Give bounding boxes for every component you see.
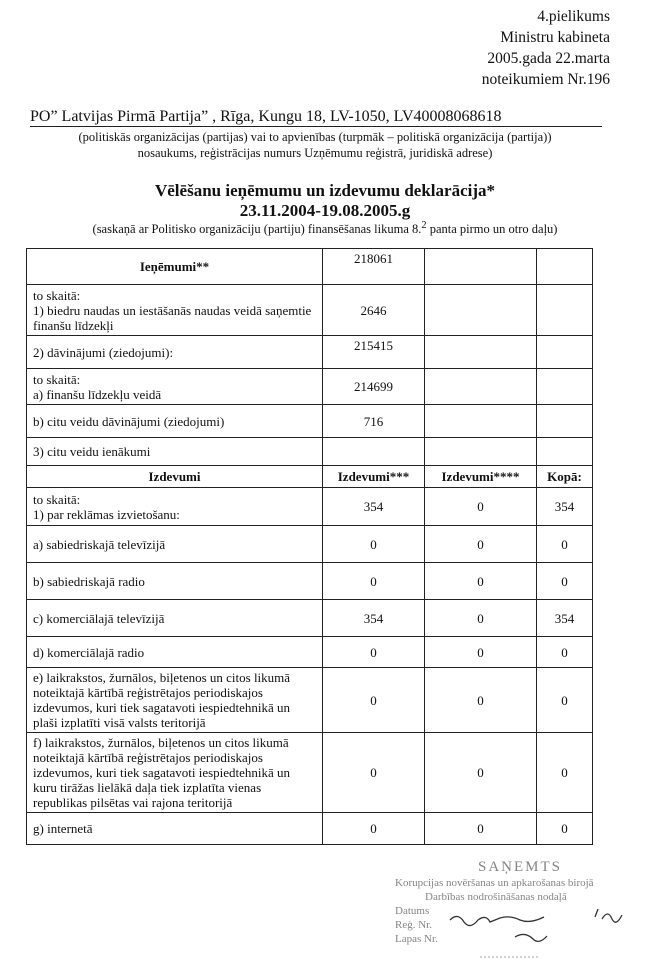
- handwritten-date-scribble: [450, 916, 544, 925]
- row-label-pre: to skaitā:: [33, 491, 81, 507]
- row-label: 2) dāvinājumi (ziedojumi):: [27, 336, 323, 369]
- row-value: 214699: [323, 369, 425, 405]
- empty-cell: [425, 369, 537, 405]
- row-label: [27, 285, 323, 336]
- row-value-3: 354: [537, 600, 593, 637]
- row-label-pre: to skaitā:: [33, 371, 81, 387]
- declaration-table: [26, 248, 593, 845]
- stamp-line-2: Darbības nodrošināšanas nodaļā: [425, 891, 567, 903]
- subtitle-sup: 2: [421, 220, 427, 231]
- row-label: e) laikrakstos, žurnālos, biļetenos un citos likumā noteiktajā kārtībā reģistrētajos periodiskajos izdevumos, kuri tiek sagatavoti iespiedtehnikā un plaši izplatīti visā valsts teritorijā: [27, 668, 323, 733]
- empty-cell: [425, 438, 537, 466]
- row-value-3: 0: [537, 733, 593, 813]
- title-main: Vēlēšanu ieņēmumu un izdevumu deklarācija*: [154, 181, 496, 200]
- row-value-1: 0: [323, 526, 425, 563]
- row-value-2: 0: [425, 733, 537, 813]
- document-title: [0, 181, 650, 221]
- row-label-text: 1) par reklāmas izvietošanu:: [33, 506, 180, 522]
- income-header-label: Ieņēmumi**: [27, 249, 323, 285]
- stamp-title: SAŅEMTS: [477, 859, 562, 875]
- expenses-header-row: [27, 466, 593, 488]
- table-row: [27, 563, 593, 600]
- empty-cell: [537, 405, 593, 438]
- handwritten-time-scribble: [595, 909, 622, 922]
- row-value: 215415: [323, 336, 425, 369]
- table-row: [27, 526, 593, 563]
- row-value-1: 0: [323, 668, 425, 733]
- row-label-text: a) finanšu līdzekļu veidā: [33, 386, 162, 402]
- table-row: [27, 668, 593, 733]
- empty-cell: [537, 438, 593, 466]
- table-row: [27, 600, 593, 637]
- row-label: a) sabiedriskajā televīzijā: [27, 526, 323, 563]
- row-value-3: 0: [537, 563, 593, 600]
- row-value-2: 0: [425, 637, 537, 668]
- row-value: [323, 438, 425, 466]
- expenses-col-2-header: Izdevumi****: [425, 466, 537, 488]
- empty-cell: [537, 336, 593, 369]
- income-header-row: [27, 249, 593, 285]
- organization-description: [20, 129, 610, 161]
- organization-description-line-1: (politiskās organizācijas (partijas) vai to apvienības (turpmāk – politiskā organizācija (partija)): [78, 130, 552, 144]
- row-value-2: 0: [425, 563, 537, 600]
- empty-cell: [425, 249, 537, 285]
- annex-cabinet: Ministru kabineta: [500, 29, 610, 46]
- row-value-1: 354: [323, 488, 425, 526]
- row-value-2: 0: [425, 488, 537, 526]
- row-label-pre: to skaitā:: [33, 287, 81, 303]
- income-total: 218061: [323, 249, 425, 285]
- subtitle-pre: (saskaņā ar Politisko organizāciju (partiju) finansēšanas likuma 8.: [92, 222, 422, 237]
- table-row: [27, 336, 593, 369]
- annex-regulation: noteikumiem Nr.196: [481, 71, 610, 88]
- row-value-1: 0: [323, 733, 425, 813]
- row-value-2: 0: [425, 526, 537, 563]
- row-value: 2646: [323, 285, 425, 336]
- empty-cell: [425, 405, 537, 438]
- stamp-reg-label: Reģ. Nr.: [395, 919, 432, 931]
- table-row: [27, 637, 593, 668]
- row-label: 3) citu veidu ienākumi: [27, 438, 323, 466]
- handwritten-reg-scribble: [515, 934, 547, 941]
- stamp-pages-label: Lapas Nr.: [395, 933, 438, 945]
- expenses-header-label: Izdevumi: [27, 466, 323, 488]
- row-value: 716: [323, 405, 425, 438]
- table-row: [27, 733, 593, 813]
- row-label: b) sabiedriskajā radio: [27, 563, 323, 600]
- stamp-date-label: Datums: [395, 905, 430, 917]
- row-value-1: 0: [323, 637, 425, 668]
- row-label-text: 1) biedru naudas un iestāšanās naudas veidā saņemtie finanšu līdzekļi: [33, 302, 312, 333]
- row-value-2: 0: [425, 813, 537, 845]
- expenses-col-1-header: Izdevumi***: [323, 466, 425, 488]
- annex-date: 2005.gada 22.marta: [487, 50, 610, 67]
- row-label: f) laikrakstos, žurnālos, biļetenos un citos likumā noteiktajā kārtībā reģistrētajos periodiskajos izdevumos, kuri tiek sagatavoti iespiedtehnikā un kuru tirāžas lielākā daļa tiek izplatīta vienas republikas pilsētas vai rajona teritorijā: [27, 733, 323, 813]
- row-label: b) citu veidu dāvinājumi (ziedojumi): [27, 405, 323, 438]
- table-row: [27, 405, 593, 438]
- empty-cell: [425, 285, 537, 336]
- stamp-line-1: Korupcijas novēršanas un apkarošanas birojā: [395, 877, 594, 889]
- expenses-col-3-header: Kopā:: [537, 466, 593, 488]
- subtitle-post: panta pirmo un otro daļu): [426, 222, 558, 237]
- document-subtitle: [0, 220, 650, 237]
- row-label: [27, 488, 323, 526]
- empty-cell: [537, 285, 593, 336]
- row-value-1: 0: [323, 563, 425, 600]
- row-value-1: 0: [323, 813, 425, 845]
- table-row: [27, 438, 593, 466]
- row-label: g) internetā: [27, 813, 323, 845]
- handwritten-stamp-entries: [420, 905, 650, 965]
- row-value-3: 0: [537, 526, 593, 563]
- empty-cell: [537, 369, 593, 405]
- empty-cell: [425, 336, 537, 369]
- row-value-3: 0: [537, 637, 593, 668]
- organization-underline: [30, 126, 602, 127]
- annex-header: [482, 6, 610, 90]
- row-value-3: 0: [537, 668, 593, 733]
- row-value-2: 0: [425, 600, 537, 637]
- title-period: 23.11.2004-19.08.2005.g: [239, 201, 411, 220]
- table-row: [27, 488, 593, 526]
- empty-cell: [537, 249, 593, 285]
- row-value-3: 354: [537, 488, 593, 526]
- row-label: c) komerciālajā televīzijā: [27, 600, 323, 637]
- row-label: d) komerciālajā radio: [27, 637, 323, 668]
- organization-name: PO” Latvijas Pirmā Partija” , Rīga, Kungu 18, LV-1050, LV40008068618: [30, 108, 502, 125]
- organization-description-line-2: nosaukums, reģistrācijas numurs Uzņēmumu reģistrā, juridiskā adrese): [137, 146, 493, 160]
- table-row: [27, 285, 593, 336]
- row-value-1: 354: [323, 600, 425, 637]
- annex-number: 4.pielikums: [537, 8, 610, 25]
- table-row: [27, 813, 593, 845]
- table-row: [27, 369, 593, 405]
- row-value-3: 0: [537, 813, 593, 845]
- row-value-2: 0: [425, 668, 537, 733]
- row-label: [27, 369, 323, 405]
